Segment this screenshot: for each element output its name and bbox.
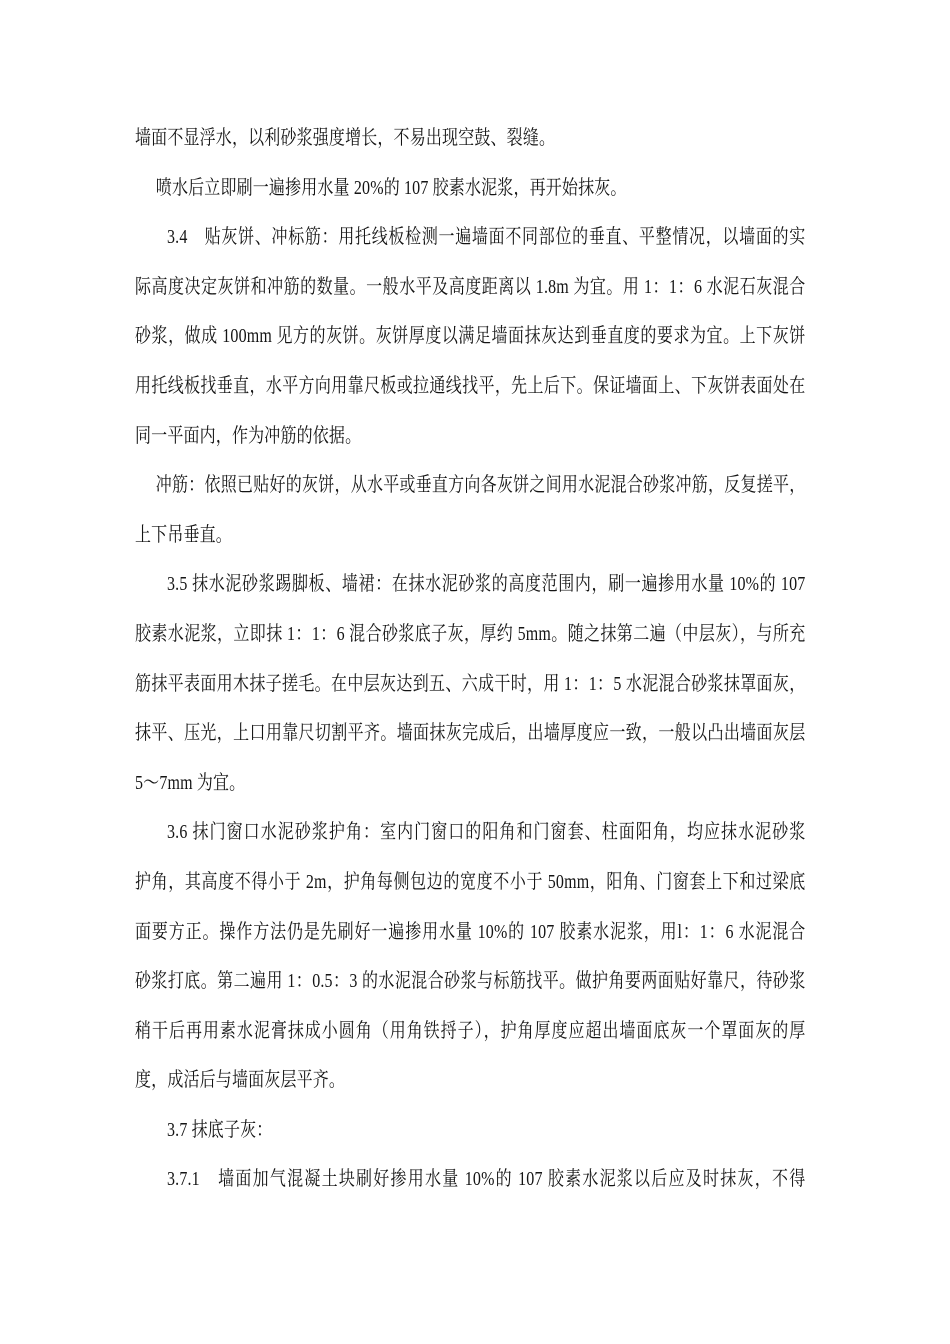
- text-line: 冲筋：依照已贴好的灰饼，从水平或垂直方向各灰饼之间用水泥混合砂浆冲筋，反复搓平，: [155, 474, 806, 497]
- paragraph: [135, 1155, 805, 1205]
- paragraph: [135, 114, 805, 164]
- text-line: 筋抹平表面用木抹子搓毛。在中层灰达到五、六成干时，用 1：1：5 水泥混合砂浆抹罩面灰，: [135, 672, 806, 695]
- document-body: [135, 114, 805, 1205]
- text-line: 砂浆打底。第二遍用 1：0.5：3 的水泥混合砂浆与标筋找平。做护角要两面贴好靠尺，待砂浆: [135, 970, 806, 993]
- text-line: 3.7 抹底子灰：: [167, 1118, 273, 1141]
- paragraph: [135, 213, 805, 461]
- text-line: 5～7mm 为宜。: [135, 771, 246, 794]
- text-line: 用托线板找垂直，水平方向用靠尺板或拉通线找平，先上后下。保证墙面上、下灰饼表面处在: [135, 374, 806, 397]
- text-line: 稍干后再用素水泥膏抹成小圆角（用角铁捋子），护角厚度应超出墙面底灰一个罩面灰的厚: [135, 1019, 806, 1042]
- text-line: 际高度决定灰饼和冲筋的数量。一般水平及高度距离以 1.8m 为宜。用 1：1：6 水泥石灰混合: [135, 275, 806, 298]
- paragraph: [135, 808, 805, 1106]
- text-line: 3.6 抹门窗口水泥砂浆护角：室内门窗口的阳角和门窗套、柱面阳角，均应抹水泥砂浆: [167, 821, 806, 844]
- text-line: 砂浆，做成 100mm 见方的灰饼。灰饼厚度以满足墙面抹灰达到垂直度的要求为宜。上下灰饼: [135, 325, 806, 348]
- text-line: 同一平面内，作为冲筋的依据。: [135, 424, 362, 447]
- text-line: 3.4 贴灰饼、冲标筋：用托线板检测一遍墙面不同部位的垂直、平整情况，以墙面的实: [167, 226, 806, 249]
- text-line: 3.7.1 墙面加气混凝土块刷好掺用水量 10%的 107 胶素水泥浆以后应及时抹灰，不得: [167, 1168, 806, 1191]
- text-line: 3.5 抹水泥砂浆踢脚板、墙裙：在抹水泥砂浆的高度范围内，刷一遍掺用水量 10%的 107: [167, 573, 806, 596]
- text-line: 喷水后立即刷一遍掺用水量 20%的 107 胶素水泥浆，再开始抹灰。: [155, 176, 627, 199]
- paragraph: [135, 164, 805, 214]
- text-line: 护角，其高度不得小于 2m，护角每侧包边的宽度不小于 50mm，阳角、门窗套上下和过梁底: [135, 870, 806, 893]
- text-line: 度，成活后与墙面灰层平齐。: [135, 1069, 346, 1092]
- paragraph: [135, 461, 805, 560]
- text-line: 上下吊垂直。: [135, 523, 232, 546]
- text-line: 抹平、压光，上口用靠尺切割平齐。墙面抹灰完成后，出墙厚度应一致，一般以凸出墙面灰层: [135, 722, 806, 745]
- text-line: 墙面不显浮水，以利砂浆强度增长，不易出现空鼓、裂缝。: [135, 127, 556, 149]
- text-line: 胶素水泥浆，立即抹 1：1：6 混合砂浆底子灰，厚约 5mm。随之抹第二遍（中层灰），与所充: [135, 622, 806, 645]
- paragraph: [135, 560, 805, 808]
- text-line: 面要方正。操作方法仍是先刷好一遍掺用水量 10%的 107 胶素水泥浆，用l：1：6 水泥混合: [135, 920, 806, 943]
- paragraph: [135, 1106, 805, 1156]
